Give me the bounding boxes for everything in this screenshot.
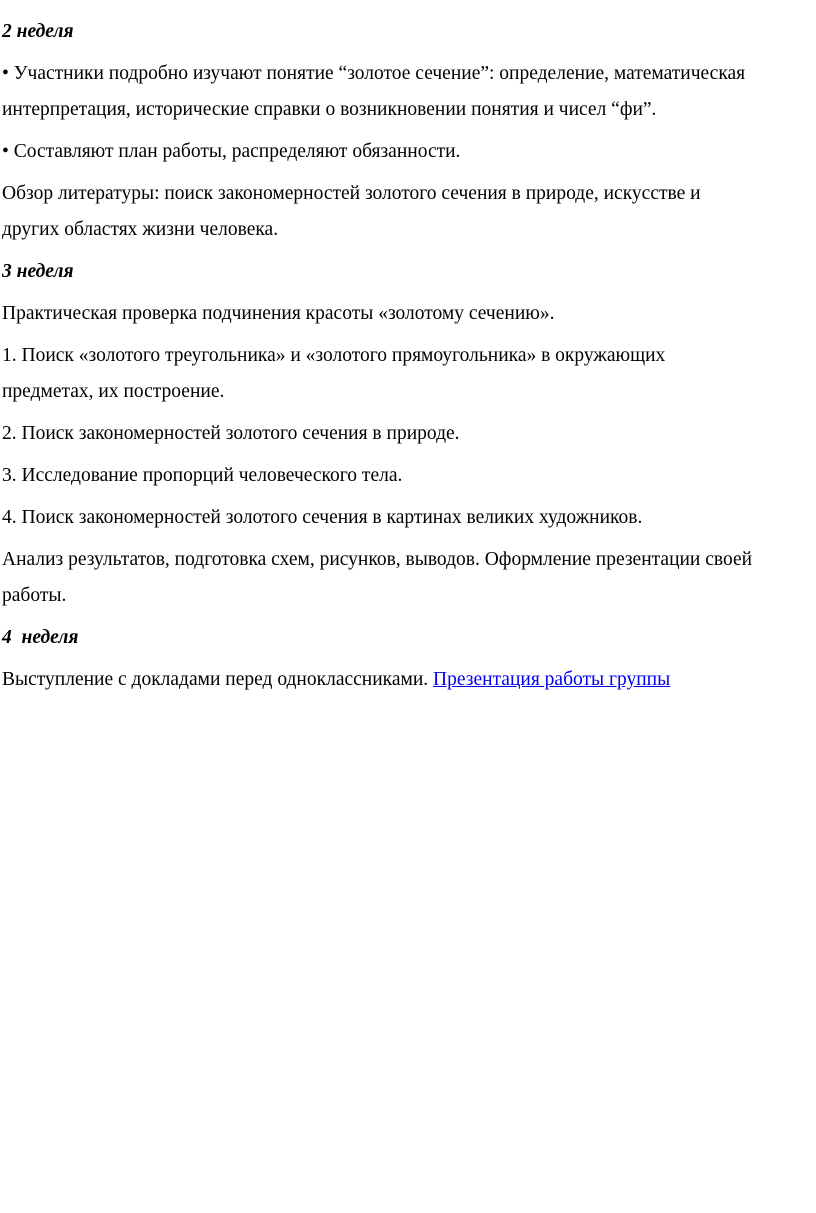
week-3-item-1 (2, 338, 816, 410)
week-2-bullet-study-line-2: интерпретация, исторические справки о возникновении понятия и чисел “фи”. (2, 99, 657, 120)
week-2-bullet-plan: • Составляют план работы, распределяют обязанности. (2, 141, 461, 162)
week-3-item-1-line-2: предметах, их построение. (2, 381, 225, 402)
week-2-literature-review-line-2: других областях жизни человека. (2, 219, 279, 240)
week-2-heading: 2 неделя (2, 21, 74, 42)
week-2-literature-review-line-1: Обзор литературы: поиск закономерностей золотого сечения в природе, искусстве и (2, 183, 701, 204)
week-3-analysis-line-2: работы. (2, 585, 67, 606)
week-3-heading: 3 неделя (2, 261, 74, 282)
group-presentation-link[interactable]: Презентация работы группы (433, 669, 671, 690)
week-2-bullet-study (2, 56, 816, 128)
week-3-item-4: 4. Поиск закономерностей золотого сечения в картинах великих художников. (2, 507, 643, 528)
week-3-item-1-line-1: 1. Поиск «золотого треугольника» и «золотого прямоугольника» в окружающих (2, 345, 666, 366)
week-2-bullet-study-line-1: • Участники подробно изучают понятие “золотое сечение”: определение, математическая (2, 63, 746, 84)
week-4-text-body: Выступление с докладами перед одноклассниками. (2, 669, 434, 690)
week-4-heading: 4 неделя (2, 627, 79, 648)
week-2-literature-review (2, 176, 816, 248)
week-4-text (2, 662, 816, 698)
week-3-analysis-line-1: Анализ результатов, подготовка схем, рисунков, выводов. Оформление презентации своей (2, 549, 753, 570)
week-3-analysis (2, 542, 816, 614)
week-3-intro: Практическая проверка подчинения красоты «золотому сечению». (2, 303, 555, 324)
week-3-item-2: 2. Поиск закономерностей золотого сечения в природе. (2, 423, 460, 444)
week-3-item-3: 3. Исследование пропорций человеческого тела. (2, 465, 403, 486)
